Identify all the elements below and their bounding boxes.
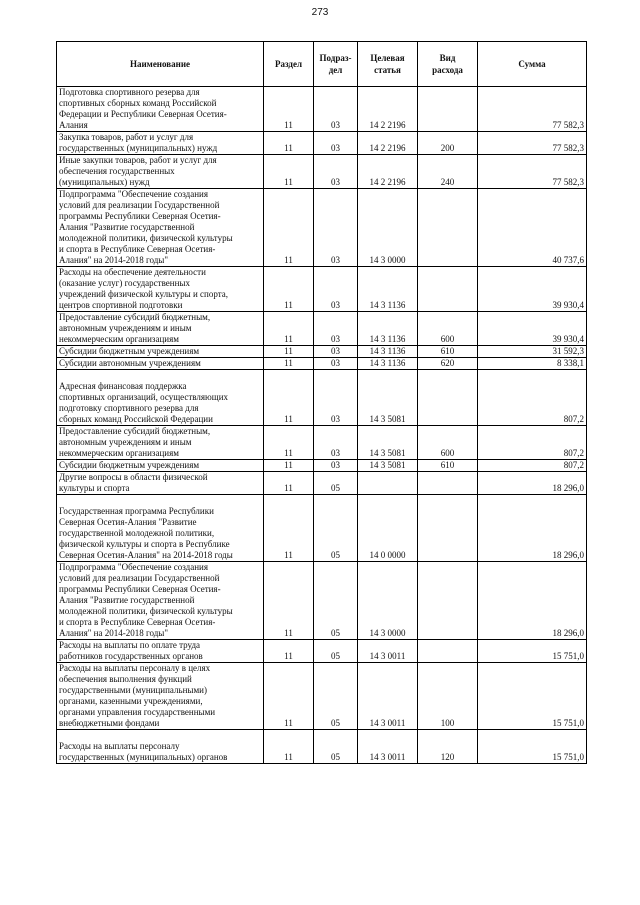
row-expense-type-cell: 100 [418,663,478,730]
row-expense-type-cell [418,189,478,267]
row-name-cell: Расходы на выплаты персоналу государственных (муниципальных) органов [57,730,264,764]
row-expense-type-cell [418,562,478,640]
header-subsection: Подраз- дел [314,42,358,87]
page-number: 273 [311,7,329,18]
row-target-cell: 14 2 2196 [358,87,418,132]
row-expense-type-cell: 600 [418,312,478,346]
row-expense-type-cell [418,370,478,426]
table-row [57,312,587,346]
row-subsection-cell: 03 [314,189,358,267]
row-name-cell: Расходы на выплаты персоналу в целях обеспечения выполнения функций государственными (муниципальными) органами, казенными учреждениями, органами управления государственными внебюджетными фондами [57,663,264,730]
row-target-cell: 14 3 5081 [358,370,418,426]
row-expense-type-cell [418,495,478,562]
row-target-cell: 14 3 5081 [358,426,418,460]
row-name-cell: Закупка товаров, работ и услуг для государственных (муниципальных) нужд [57,132,264,155]
table-row [57,189,587,267]
row-amount-cell: 39 930,4 [478,267,587,312]
row-name-cell: Субсидии бюджетным учреждениям [57,346,264,358]
row-amount-cell: 77 582,3 [478,87,587,132]
row-name-cell: Адресная финансовая поддержка спортивных организаций, осуществляющих подготовку спортивного резерва для сборных команд Российской Федерации [57,370,264,426]
row-amount-cell: 18 296,0 [478,472,587,495]
header-row [57,42,587,87]
row-section-cell: 11 [264,267,314,312]
row-target-cell: 14 3 5081 [358,460,418,472]
row-target-cell: 14 3 1136 [358,312,418,346]
row-target-cell: 14 2 2196 [358,155,418,189]
header-section: Раздел [264,42,314,87]
row-amount-cell: 31 592,3 [478,346,587,358]
row-section-cell: 11 [264,640,314,663]
row-section-cell: 11 [264,312,314,346]
row-expense-type-cell: 600 [418,426,478,460]
row-amount-cell: 15 751,0 [478,640,587,663]
table-row [57,346,587,358]
row-amount-cell: 77 582,3 [478,155,587,189]
header-target: Целевая статья [358,42,418,87]
row-target-cell: 14 3 0000 [358,189,418,267]
row-target-cell: 14 3 0011 [358,730,418,764]
row-subsection-cell: 03 [314,426,358,460]
row-name-cell: Подготовка спортивного резерва для спортивных сборных команд Российской Федерации и Республики Северная Осетия- Алания [57,87,264,132]
row-expense-type-cell: 240 [418,155,478,189]
row-subsection-cell: 05 [314,640,358,663]
row-amount-cell: 18 296,0 [478,495,587,562]
table-row [57,495,587,562]
row-subsection-cell: 05 [314,730,358,764]
row-section-cell: 11 [264,132,314,155]
row-subsection-cell: 03 [314,346,358,358]
row-expense-type-cell: 120 [418,730,478,764]
table-row [57,472,587,495]
row-expense-type-cell [418,267,478,312]
table-row [57,87,587,132]
row-subsection-cell: 03 [314,267,358,312]
row-amount-cell: 807,2 [478,460,587,472]
row-target-cell: 14 3 1136 [358,358,418,370]
row-section-cell: 11 [264,460,314,472]
table-body [57,87,587,764]
table-row [57,640,587,663]
table-row [57,663,587,730]
row-expense-type-cell: 610 [418,346,478,358]
row-name-cell: Предоставление субсидий бюджетным, автономным учреждениям и иным некоммерческим организациям [57,312,264,346]
row-expense-type-cell: 620 [418,358,478,370]
table-row [57,267,587,312]
row-amount-cell: 807,2 [478,370,587,426]
row-section-cell: 11 [264,472,314,495]
row-target-cell: 14 0 0000 [358,495,418,562]
row-amount-cell: 40 737,6 [478,189,587,267]
row-amount-cell: 15 751,0 [478,730,587,764]
row-section-cell: 11 [264,663,314,730]
row-subsection-cell: 03 [314,370,358,426]
table-row [57,730,587,764]
row-subsection-cell: 03 [314,312,358,346]
row-subsection-cell: 05 [314,495,358,562]
row-expense-type-cell: 200 [418,132,478,155]
row-name-cell: Другие вопросы в области физической культуры и спорта [57,472,264,495]
row-target-cell: 14 3 0011 [358,640,418,663]
row-name-cell: Подпрограмма "Обеспечение создания условий для реализации Государственной программы Республики Северная Осетия- Алания "Развитие государственной молодежной политики, физической культуры и спорта в Республике Северная Осетия- Алания" на 2014-2018 годы" [57,562,264,640]
row-name-cell: Иные закупки товаров, работ и услуг для обеспечения государственных (муниципальных) нужд [57,155,264,189]
row-section-cell: 11 [264,426,314,460]
row-target-cell [358,472,418,495]
row-subsection-cell: 03 [314,358,358,370]
header-name: Наименование [57,42,264,87]
row-name-cell: Предоставление субсидий бюджетным, автономным учреждениям и иным некоммерческим организациям [57,426,264,460]
row-subsection-cell: 05 [314,562,358,640]
table-row [57,460,587,472]
row-name-cell: Расходы на выплаты по оплате труда работников государственных органов [57,640,264,663]
table-row [57,562,587,640]
row-subsection-cell: 05 [314,663,358,730]
row-amount-cell: 15 751,0 [478,663,587,730]
table-header [57,42,587,87]
row-amount-cell: 77 582,3 [478,132,587,155]
row-section-cell: 11 [264,495,314,562]
row-name-cell: Государственная программа Республики Северная Осетия-Алания "Развитие государственной молодежной политики, физической культуры и спорта в Республике Северная Осетия-Алания" на 2014-2018 годы [57,495,264,562]
table-row [57,370,587,426]
row-subsection-cell: 03 [314,460,358,472]
row-target-cell: 14 3 0000 [358,562,418,640]
header-amount: Сумма [478,42,587,87]
row-name-cell: Расходы на обеспечение деятельности (оказание услуг) государственных учреждений физической культуры и спорта, центров спортивной подготовки [57,267,264,312]
row-subsection-cell: 03 [314,87,358,132]
row-subsection-cell: 03 [314,155,358,189]
row-section-cell: 11 [264,87,314,132]
header-expense-type: Вид расхода [418,42,478,87]
row-section-cell: 11 [264,189,314,267]
row-section-cell: 11 [264,370,314,426]
row-expense-type-cell: 610 [418,460,478,472]
row-subsection-cell: 03 [314,132,358,155]
row-expense-type-cell [418,472,478,495]
row-section-cell: 11 [264,346,314,358]
row-section-cell: 11 [264,358,314,370]
row-section-cell: 11 [264,562,314,640]
row-subsection-cell: 05 [314,472,358,495]
row-name-cell: Подпрограмма "Обеспечение создания условий для реализации Государственной программы Республики Северная Осетия- Алания "Развитие государственной молодежной политики, физической культуры и спорта в Республике Северная Осетия- Алания" на 2014-2018 годы" [57,189,264,267]
row-target-cell: 14 3 1136 [358,346,418,358]
row-name-cell: Субсидии автономным учреждениям [57,358,264,370]
table-row [57,155,587,189]
row-target-cell: 14 3 0011 [358,663,418,730]
row-amount-cell: 807,2 [478,426,587,460]
row-expense-type-cell [418,640,478,663]
row-target-cell: 14 3 1136 [358,267,418,312]
row-amount-cell: 39 930,4 [478,312,587,346]
table-row [57,426,587,460]
row-expense-type-cell [418,87,478,132]
row-name-cell: Субсидии бюджетным учреждениям [57,460,264,472]
row-amount-cell: 18 296,0 [478,562,587,640]
row-target-cell: 14 2 2196 [358,132,418,155]
table-row [57,358,587,370]
row-section-cell: 11 [264,155,314,189]
row-amount-cell: 8 338,1 [478,358,587,370]
table-row [57,132,587,155]
row-section-cell: 11 [264,730,314,764]
budget-table [56,41,587,764]
